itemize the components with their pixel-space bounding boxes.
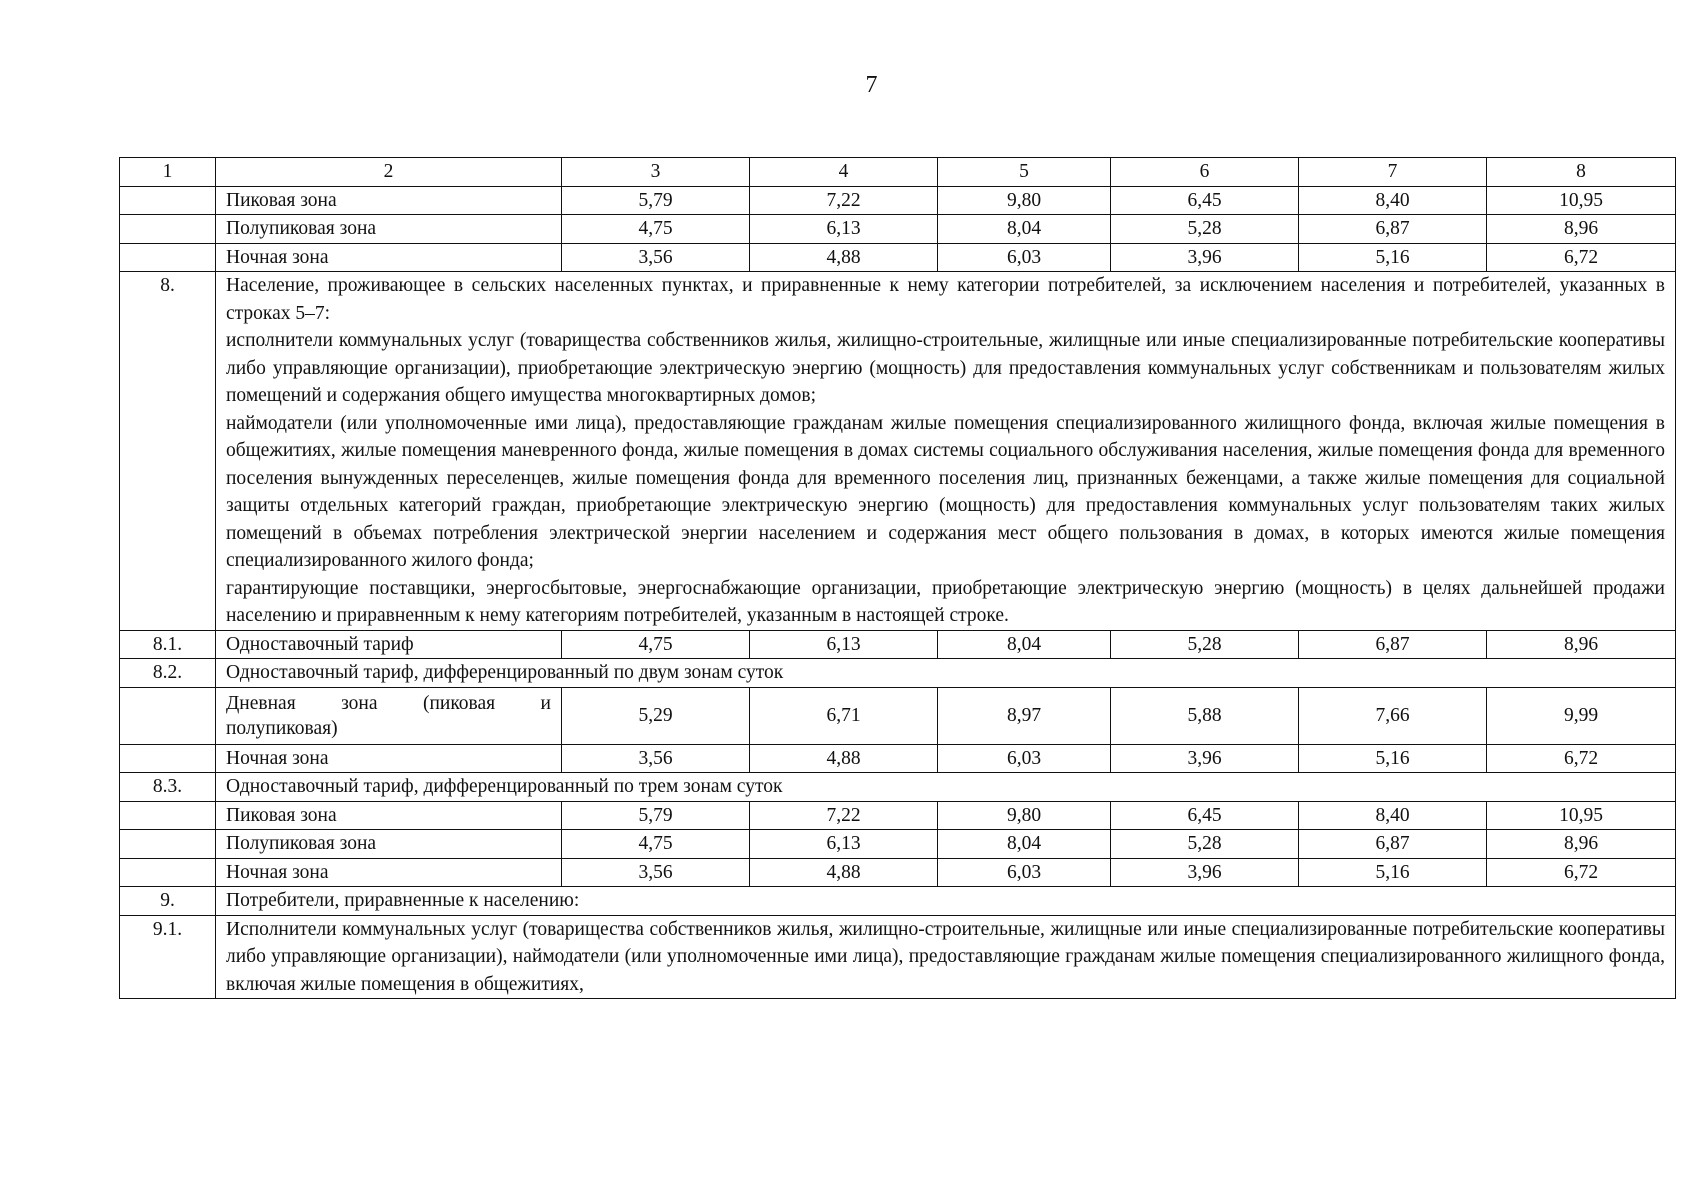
- value-cell: 5,16: [1299, 858, 1487, 887]
- row-8-paragraph: гарантирующие поставщики, энергосбытовые, энергоснабжающие организации, приобретающие электрическую энергию (мощность) в целях дальнейшей продажи населению и приравненным к нему категориям потребителей, указанным в настоящей строке.: [226, 577, 1665, 626]
- row-number: [120, 186, 216, 215]
- row-number: [120, 858, 216, 887]
- table-row: [120, 215, 1676, 244]
- header-cell: 6: [1111, 158, 1299, 187]
- value-cell: 6,72: [1487, 243, 1676, 272]
- value-cell: 8,96: [1487, 830, 1676, 859]
- value-cell: 6,72: [1487, 858, 1676, 887]
- value-cell: 10,95: [1487, 186, 1676, 215]
- value-cell: 5,28: [1111, 830, 1299, 859]
- value-cell: 7,22: [750, 801, 938, 830]
- table-row: [120, 744, 1676, 773]
- table-row-9: [120, 887, 1676, 916]
- row-label: Полупиковая зона: [216, 830, 562, 859]
- value-cell: 3,96: [1111, 858, 1299, 887]
- value-cell: 5,16: [1299, 744, 1487, 773]
- row-number: [120, 830, 216, 859]
- row-label: Потребители, приравненные к населению:: [216, 887, 1676, 916]
- table-row: [120, 801, 1676, 830]
- value-cell: 7,66: [1299, 687, 1487, 744]
- value-cell: 8,40: [1299, 186, 1487, 215]
- value-cell: 4,75: [562, 630, 750, 659]
- value-cell: 10,95: [1487, 801, 1676, 830]
- value-cell: 6,13: [750, 830, 938, 859]
- row-8-paragraph: наймодатели (или уполномоченные ими лица), предоставляющие гражданам жилые помещения специализированного жилищного фонда, включая жилые помещения в общежитиях, жилые помещения маневренного фонда, жилые помещения в домах системы социального обслуживания населения, жилые помещения фонда для временного поселения вынужденных переселенцев, жилые помещения фонда для временного поселения лиц, признанных беженцами, а также жилые помещения для социальной защиты отдельных категорий граждан, приобретающие электрическую энергию (мощность) для предоставления коммунальных услуг пользователям таких жилых помещений в объемах потребления электрической энергии населением и содержания мест общего пользования в домах, в которых имеются жилые помещения специализированного жилого фонда;: [226, 412, 1665, 571]
- value-cell: 6,03: [938, 243, 1111, 272]
- value-cell: 6,87: [1299, 630, 1487, 659]
- value-cell: 8,04: [938, 630, 1111, 659]
- value-cell: 5,88: [1111, 687, 1299, 744]
- row-number: 9.: [120, 887, 216, 916]
- row-label: Ночная зона: [216, 744, 562, 773]
- row-8-paragraph: исполнители коммунальных услуг (товарищества собственников жилья, жилищно-строительные, жилищные или иные специализированные потребительские кооперативы либо управляющие организации), приобретающие электрическую энергию (мощность) для предоставления коммунальных услуг собственникам и пользователям жилых помещений и содержания общего имущества многоквартирных домов;: [226, 330, 1665, 406]
- value-cell: 8,04: [938, 830, 1111, 859]
- row-number: 8.3.: [120, 773, 216, 802]
- row-label: Ночная зона: [216, 243, 562, 272]
- value-cell: 3,56: [562, 744, 750, 773]
- row-8-paragraph: Население, проживающее в сельских населенных пунктах, и приравненные к нему категории потребителей, за исключением населения и потребителей, указанных в строках 5–7:: [226, 275, 1665, 324]
- value-cell: 6,71: [750, 687, 938, 744]
- value-cell: 4,75: [562, 830, 750, 859]
- row-label: Пиковая зона: [216, 801, 562, 830]
- value-cell: 6,87: [1299, 830, 1487, 859]
- value-cell: 5,79: [562, 801, 750, 830]
- row-number: [120, 801, 216, 830]
- row-label: Одноставочный тариф, дифференцированный по двум зонам суток: [216, 659, 1676, 688]
- value-cell: 6,03: [938, 858, 1111, 887]
- value-cell: 6,87: [1299, 215, 1487, 244]
- row-label: Одноставочный тариф: [216, 630, 562, 659]
- row-label: [216, 687, 562, 744]
- table-row-8-2: [120, 659, 1676, 688]
- value-cell: 8,40: [1299, 801, 1487, 830]
- value-cell: 9,80: [938, 186, 1111, 215]
- table-row: [120, 243, 1676, 272]
- value-cell: 6,45: [1111, 186, 1299, 215]
- value-cell: 3,96: [1111, 744, 1299, 773]
- row-label-line: Дневная зона (пиковая и: [226, 692, 551, 714]
- header-cell: 7: [1299, 158, 1487, 187]
- table-row-8-3: [120, 773, 1676, 802]
- table-row: [120, 186, 1676, 215]
- row-9-1-paragraph: Исполнители коммунальных услуг (товарищества собственников жилья, жилищно-строительные, жилищные или иные специализированные потребительские кооперативы либо управляющие организации), наймодатели (или уполномоченные ими лица), предоставляющие гражданам жилые помещения специализированного жилищного фонда, включая жилые помещения в общежитиях,: [226, 918, 1665, 995]
- row-label: Ночная зона: [216, 858, 562, 887]
- table-row-8-1: [120, 630, 1676, 659]
- table-row-8: [120, 272, 1676, 631]
- value-cell: 4,75: [562, 215, 750, 244]
- value-cell: 3,56: [562, 243, 750, 272]
- value-cell: 6,03: [938, 744, 1111, 773]
- row-8-description: [216, 272, 1676, 631]
- value-cell: 3,56: [562, 858, 750, 887]
- header-cell: 8: [1487, 158, 1676, 187]
- value-cell: 4,88: [750, 858, 938, 887]
- value-cell: 3,96: [1111, 243, 1299, 272]
- value-cell: 5,29: [562, 687, 750, 744]
- value-cell: 5,28: [1111, 630, 1299, 659]
- row-label: Одноставочный тариф, дифференцированный по трем зонам суток: [216, 773, 1676, 802]
- value-cell: 4,88: [750, 744, 938, 773]
- row-label-line: полупиковая): [226, 717, 338, 739]
- value-cell: 6,72: [1487, 744, 1676, 773]
- row-number: [120, 687, 216, 744]
- row-number: 8.1.: [120, 630, 216, 659]
- header-cell: 4: [750, 158, 938, 187]
- header-cell: 2: [216, 158, 562, 187]
- row-number: 8.: [120, 272, 216, 631]
- tariff-table: [119, 157, 1676, 999]
- row-number: [120, 215, 216, 244]
- row-number: [120, 243, 216, 272]
- header-cell: 3: [562, 158, 750, 187]
- value-cell: 5,28: [1111, 215, 1299, 244]
- value-cell: 5,16: [1299, 243, 1487, 272]
- header-cell: 1: [120, 158, 216, 187]
- header-cell: 5: [938, 158, 1111, 187]
- value-cell: 5,79: [562, 186, 750, 215]
- value-cell: 8,04: [938, 215, 1111, 244]
- value-cell: 9,99: [1487, 687, 1676, 744]
- value-cell: 8,96: [1487, 215, 1676, 244]
- value-cell: 7,22: [750, 186, 938, 215]
- table-row: [120, 858, 1676, 887]
- row-label: Пиковая зона: [216, 186, 562, 215]
- table-row: [120, 687, 1676, 744]
- value-cell: 8,96: [1487, 630, 1676, 659]
- value-cell: 6,13: [750, 630, 938, 659]
- value-cell: 6,13: [750, 215, 938, 244]
- table-row: [120, 830, 1676, 859]
- value-cell: 4,88: [750, 243, 938, 272]
- row-label: Полупиковая зона: [216, 215, 562, 244]
- value-cell: 9,80: [938, 801, 1111, 830]
- value-cell: 6,45: [1111, 801, 1299, 830]
- row-number: [120, 744, 216, 773]
- value-cell: 8,97: [938, 687, 1111, 744]
- table-row-9-1: [120, 915, 1676, 999]
- row-number: 8.2.: [120, 659, 216, 688]
- page-number: 7: [865, 72, 878, 98]
- header-row: [120, 158, 1676, 187]
- row-number: 9.1.: [120, 915, 216, 999]
- row-9-1-description: [216, 915, 1676, 999]
